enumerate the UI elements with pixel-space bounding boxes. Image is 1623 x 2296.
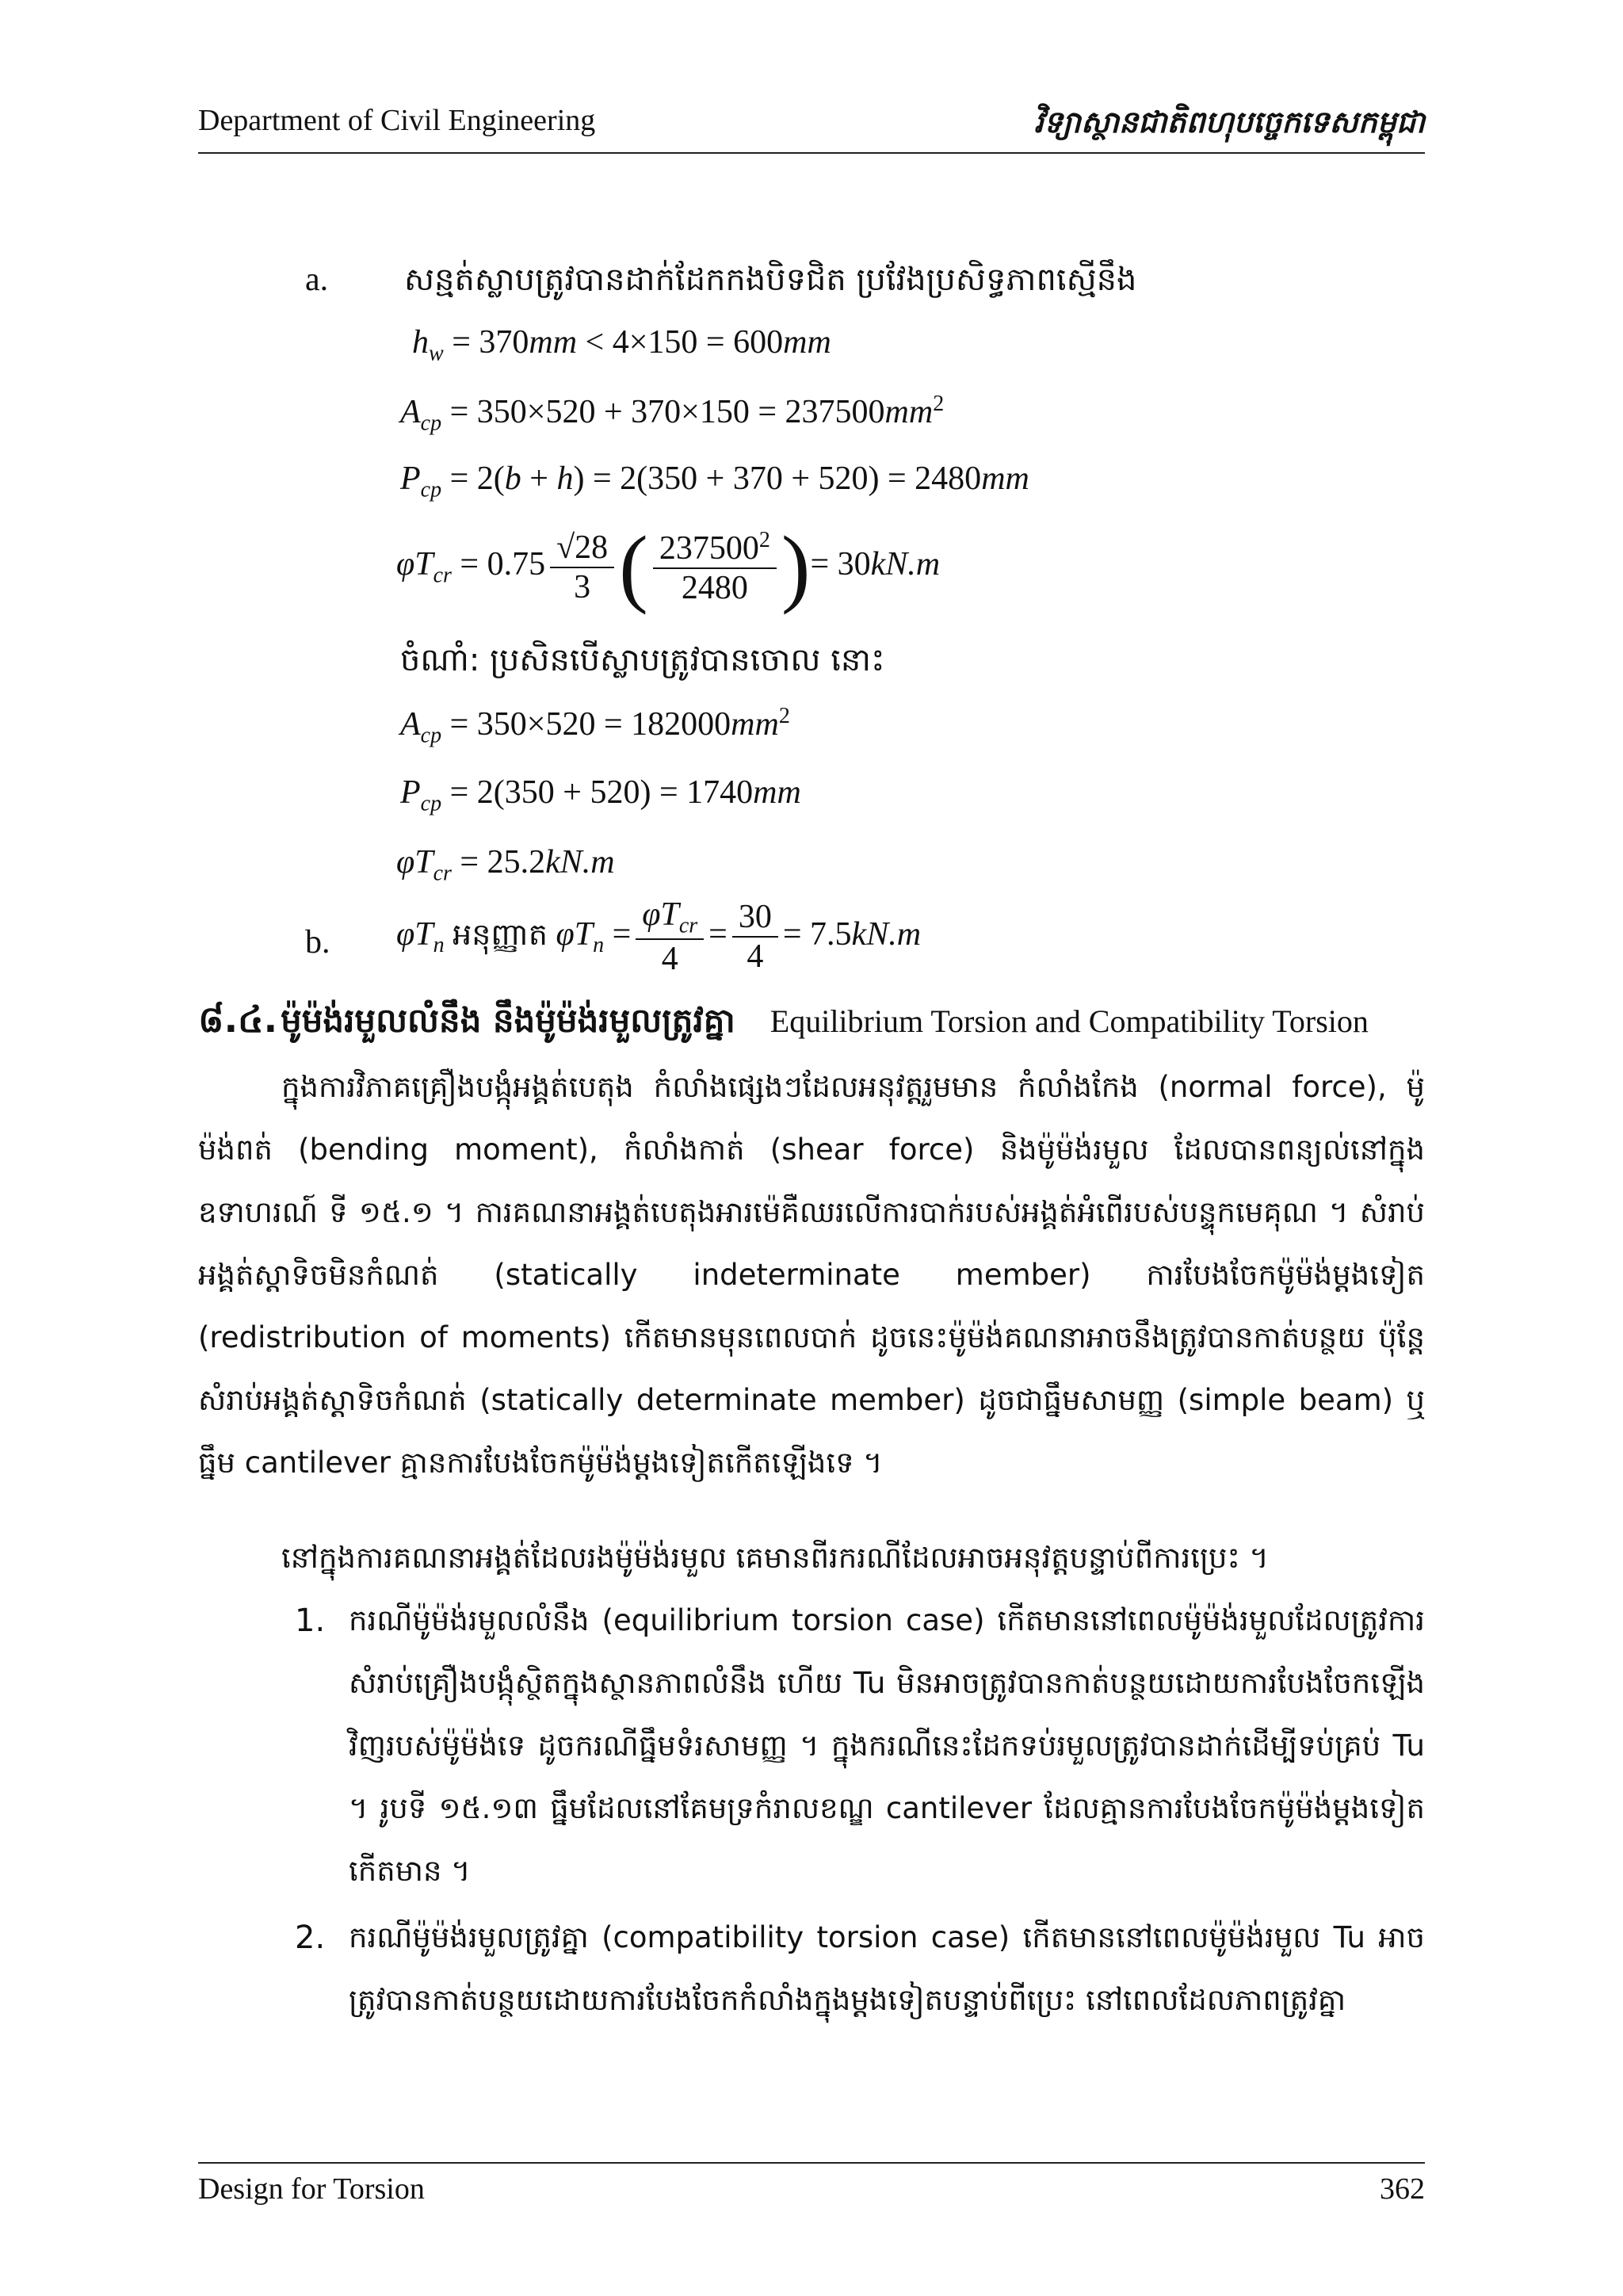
section-title-km: ម៉ូម៉ង់រមួលលំនឹង នឹងម៉ូម៉ង់រមួលត្រូវគ្នា: [281, 1001, 735, 1040]
equation-tcr-no-flange: $\varphi T_{cr} = 25.2kN.m$: [396, 844, 615, 886]
paragraph-1: ក្នុងការវិភាគគ្រឿងបង្កុំអង្គត់បេតុង កំលាំងផ្សេងៗដែលអនុវត្តរួមមាន កំលាំងកែង (normal force), ម៉ូម៉ង់ពត់ (bending moment), កំលាំងកាត់ (shear force) និងម៉ូម៉ង់រមួល ដែលបានពន្យល់នៅក្នុងឧទាហរណ៍ ទី ១៥.១ ។ ការគណនាអង្គត់បេតុងអារម៉េគឺឈរលើការបាក់របស់អង្គត់អំពើរបស់បន្ទុកមេគុណ ។ សំរាប់អង្គត់ស្តាទិចមិនកំណត់ (statically indeterminate member) ការបែងចែកម៉ូម៉ង់ម្តងទៀត (redistribution of moments) កើតមានមុនពេលបាក់ ដូចនេះម៉ូម៉ង់គណនាអាចនឹងត្រូវបានកាត់បន្ថយ ប៉ុន្តែ សំរាប់អង្គត់ស្តាទិចកំណត់ (statically determinate member) ដូចជាធ្នឹមសាមញ្ញ (simple beam) ឬធ្នឹម cantilever គ្មានការបែងចែកម៉ូម៉ង់ម្តងទៀតកើតឡើងទេ ។: [198, 1070, 1425, 1480]
part-a-intro: សន្មត់ស្លាបត្រូវបានដាក់ដែកកងបិទជិត ប្រវែងប្រសិទ្ធភាពស្មើនឹង: [404, 262, 1137, 298]
equation-pcp: $P_{cp} = 2(b + h) = 2(350 + 370 + 520) = 2480mm$: [400, 460, 1029, 502]
equation-acp: $A_{cp} = 350\times 520 + 370\times 150 = 237500mm^2$: [400, 392, 945, 436]
footer-title: Design for Torsion: [198, 2172, 425, 2206]
allow-word: អនុញ្ញាត: [453, 916, 548, 952]
equation-tcr: $\varphi T_{cr} = 0.75$ $\frac{√28}{3}$ ( $\frac{237500^2}{2480}$ )= 30kN.m: [396, 518, 941, 615]
part-b-marker: b.: [305, 924, 330, 961]
page-header: [198, 103, 1425, 151]
section-heading: [198, 997, 1369, 1050]
header-department: Department of Civil Engineering: [198, 104, 596, 137]
equation-hw: $h_w = 370mm < 4\times 150 = 600mm$: [412, 324, 831, 366]
equation-pcp-no-flange: $P_{cp} = 2(350 + 520) = 1740mm$: [400, 774, 801, 816]
list-item-2-text: ករណីម៉ូម៉ង់រមួលត្រូវគ្នា (compatibility torsion case) កើតមាននៅពេលម៉ូម៉ង់រមួល Tu អាចត្រូវបានកាត់បន្ថយដោយការបែងចែកកំលាំងក្នុងម្តងទៀតបន្ទាប់ពីប្រេះ នៅពេលដែលភាពត្រូវគ្នា: [349, 1920, 1425, 2017]
page-number: 362: [1380, 2172, 1425, 2206]
list-item-1-text: ករណីម៉ូម៉ង់រមួលលំនឹង (equilibrium torsion case) កើតមាននៅពេលម៉ូម៉ង់រមួលដែលត្រូវការសំរាប់គ្រឿងបង្កុំស្ថិតក្នុងស្ថានភាពលំនឹង ហើយ Tu មិនអាចត្រូវបានកាត់បន្ថយដោយការបែងចែកឡើងវិញរបស់ម៉ូម៉ង់ទេ ដូចករណីធ្នឹមទំរសាមញ្ញ ។ ក្នុងករណីនេះដែកទប់រមួលត្រូវបានដាក់ដើម្បីទប់គ្រប់ Tu ។ រូបទី ១៥.១៣ ធ្នឹមដែលនៅគែមទ្រកំរាលខណ្ឌ cantilever ដែលគ្មានការបែងចែកម៉ូម៉ង់ម្តងទៀតកើតមាន ។: [349, 1603, 1425, 1888]
header-rule: [198, 152, 1425, 154]
part-a-marker: a.: [305, 262, 329, 298]
equation-tn: $\varphi T_n$ អនុញ្ញាត $\varphi T_n$ = $\frac{\varphi T_{cr}}{4}$ = $\frac{30}{4}$ = 7.5kN.m: [396, 896, 922, 978]
footer-rule: [198, 2162, 1425, 2164]
header-institute: វិទ្យាស្ថានជាតិពហុបច្ចេកទេសកម្ពុជា: [1033, 105, 1425, 139]
section-number: ៨.៤.: [198, 998, 278, 1041]
list-item-2-marker: 2.: [295, 1920, 326, 1956]
list-item-1-marker: 1.: [295, 1603, 326, 1639]
flange-note: ចំណាំ: ប្រសិនបើស្លាបត្រូវបានចោល នោះ: [400, 642, 885, 678]
equation-acp-no-flange: $A_{cp} = 350\times 520 = 182000mm^2$: [400, 704, 790, 748]
paragraph-2: នៅក្នុងការគណនាអង្គត់ដែលរងម៉ូម៉ង់រមួល គេមានពីរករណីដែលអាចអនុវត្តបន្ទាប់ពីការប្រេះ ។: [281, 1541, 1269, 1575]
section-title-en: Equilibrium Torsion and Compatibility Torsion: [769, 1003, 1369, 1039]
